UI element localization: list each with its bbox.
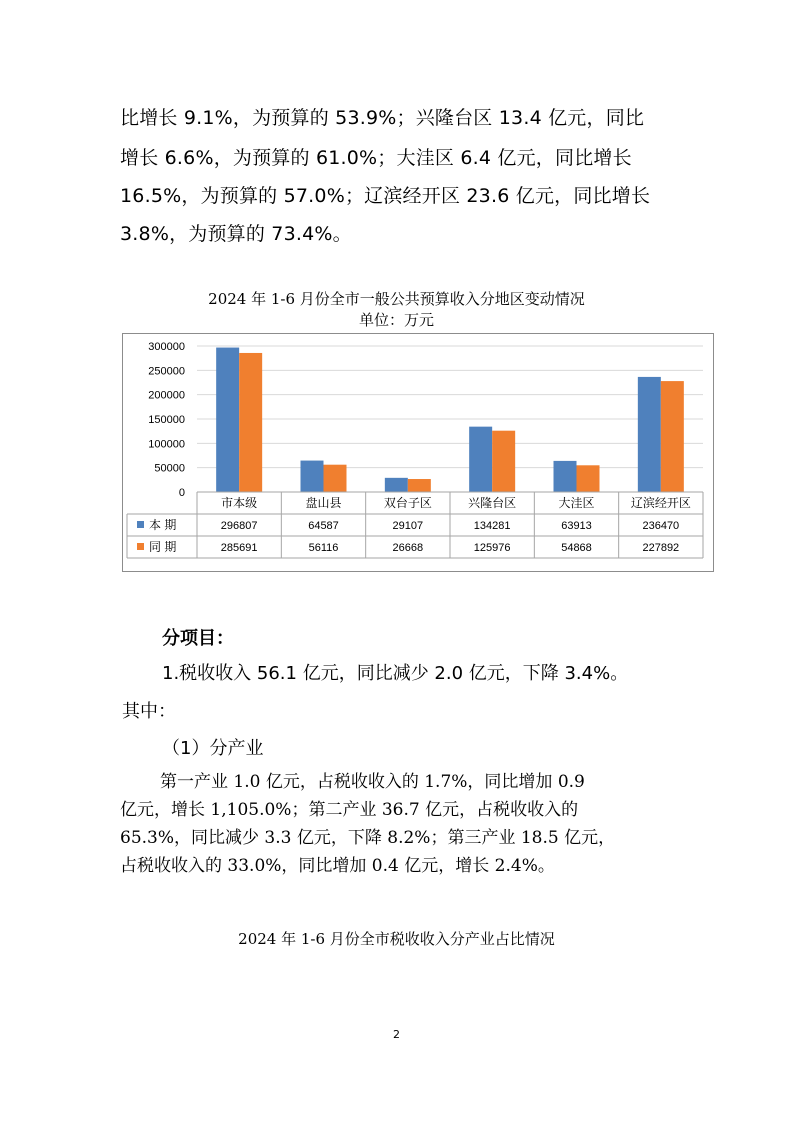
- data-value-label: 56116: [308, 542, 339, 554]
- data-value-label: 26668: [392, 542, 424, 554]
- paragraph-line: 3.8%，为预算的 73.4%。: [120, 223, 352, 245]
- category-label: 大洼区: [558, 496, 595, 510]
- bar-prior: [408, 479, 431, 492]
- bar-prior: [577, 465, 600, 492]
- among-label: 其中：: [122, 701, 176, 722]
- category-label: 兴隆台区: [468, 496, 517, 510]
- category-label: 辽滨经开区: [630, 496, 691, 510]
- page-number: 2: [393, 1028, 400, 1041]
- category-label: 市本级: [221, 496, 258, 510]
- data-value-label: 54868: [561, 542, 592, 554]
- data-value-label: 227892: [642, 542, 680, 554]
- sub-heading: （1）分产业: [162, 738, 264, 759]
- legend-swatch: [137, 543, 144, 550]
- category-label: 双台子区: [383, 496, 432, 510]
- bar-prior: [324, 465, 347, 492]
- chart-container: [122, 333, 714, 572]
- bar-current: [638, 377, 661, 492]
- data-value-label: 63913: [561, 520, 592, 532]
- paragraph-line: 16.5%，为预算的 57.0%；辽滨经开区 23.6 亿元，同比增长: [120, 185, 651, 207]
- legend-label: 本 期: [149, 518, 177, 532]
- bar-current: [301, 461, 324, 492]
- bar-current: [554, 461, 577, 492]
- y-tick-label: 150000: [148, 414, 185, 426]
- data-value-label: 285691: [220, 542, 258, 554]
- data-value-label: 296807: [220, 520, 258, 532]
- section-heading: 分项目：: [162, 628, 234, 649]
- legend-label: 同 期: [149, 540, 177, 554]
- bar-current: [216, 348, 239, 492]
- bar-current: [469, 427, 492, 492]
- y-tick-label: 250000: [148, 365, 185, 378]
- legend-swatch: [137, 521, 144, 528]
- category-label: 盘山县: [305, 496, 342, 510]
- industry-line: 亿元，增长 1,105.0%；第二产业 36.7 亿元，占税收收入的: [120, 800, 579, 820]
- bar-prior: [492, 431, 515, 492]
- data-value-label: 64587: [308, 520, 339, 532]
- industry-line: 第一产业 1.0 亿元，占税收收入的 1.7%，同比增加 0.9: [160, 772, 585, 792]
- paragraph-line: 比增长 9.1%，为预算的 53.9%；兴隆台区 13.4 亿元，同比: [120, 107, 645, 129]
- data-value-label: 134281: [473, 520, 511, 532]
- bar-current: [385, 478, 408, 492]
- second-chart-title: 2024 年 1-6 月份全市税收收入分产业占比情况: [238, 930, 555, 948]
- chart-title: 2024 年 1-6 月份全市一般公共预算收入分地区变动情况: [208, 290, 585, 308]
- bar-chart: [123, 334, 713, 571]
- bar-prior: [661, 381, 684, 492]
- y-tick-label: 300000: [148, 341, 185, 353]
- y-tick-label: 200000: [148, 389, 185, 402]
- y-tick-label: 0: [178, 487, 185, 499]
- data-value-label: 236470: [642, 520, 680, 532]
- data-value-label: 29107: [392, 520, 424, 532]
- y-tick-label: 100000: [148, 438, 185, 451]
- data-value-label: 125976: [473, 542, 511, 554]
- tax-revenue-line: 1.税收收入 56.1 亿元，同比减少 2.0 亿元，下降 3.4%。: [162, 663, 629, 684]
- paragraph-line: 增长 6.6%，为预算的 61.0%；大洼区 6.4 亿元，同比增长: [120, 147, 632, 169]
- industry-line: 65.3%，同比减少 3.3 亿元，下降 8.2%；第三产业 18.5 亿元，: [120, 828, 616, 848]
- bar-prior: [239, 353, 262, 492]
- y-tick-label: 50000: [154, 462, 185, 475]
- industry-line: 占税收收入的 33.0%，同比增加 0.4 亿元，增长 2.4%。: [120, 856, 555, 876]
- chart-unit: 单位：万元: [358, 311, 434, 329]
